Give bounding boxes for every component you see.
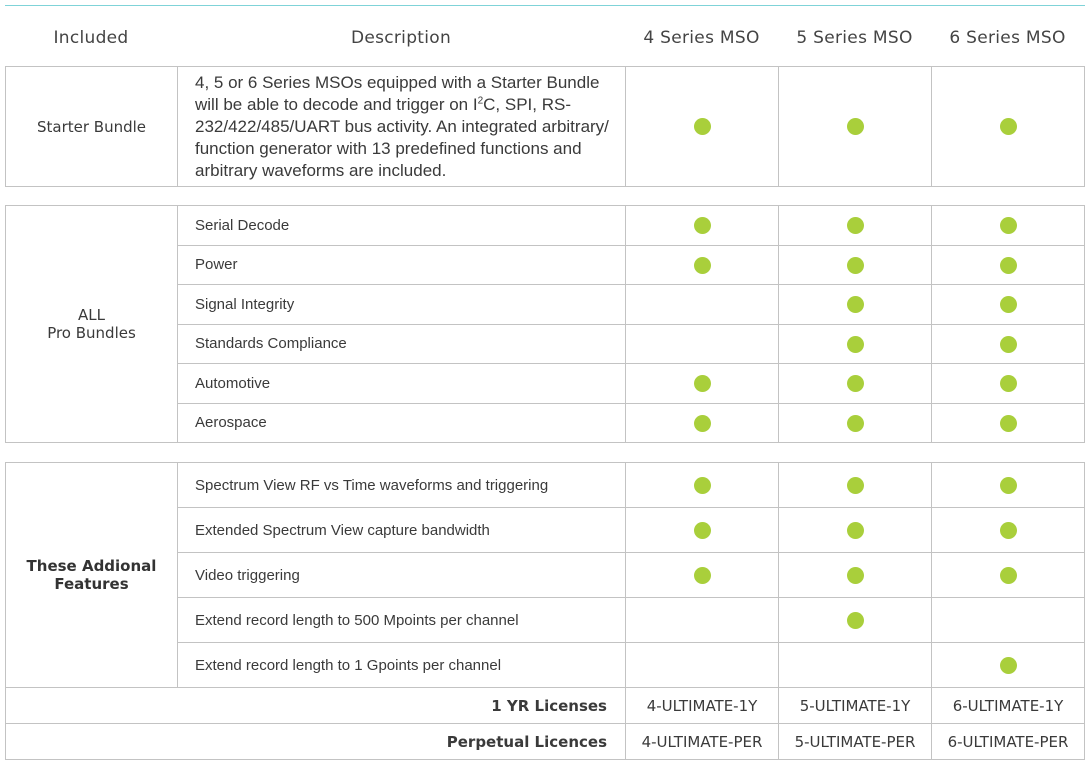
top-rule — [5, 5, 1085, 6]
table-row — [6, 206, 1085, 246]
features-label: These Addional Features — [6, 463, 178, 688]
availability-5-series — [779, 508, 932, 553]
feature-name: Extended Spectrum View capture bandwidth — [178, 508, 626, 553]
availability-6-series — [932, 364, 1085, 404]
availability-6-series — [932, 643, 1085, 688]
header-5-series: 5 Series MSO — [796, 28, 913, 48]
availability-5-series — [779, 463, 932, 508]
available-dot-icon — [1000, 257, 1017, 274]
starter-bundle-description: 4, 5 or 6 Series MSOs equipped with a Starter Bundle will be able to decode and trigger on $I^2C$, SPI, RS-232/422/485/UART bus activity. An integrated arbitrary/ function generator with 13 predefined functions and arbitrary waveforms are included. — [178, 67, 626, 187]
available-dot-icon — [847, 522, 864, 539]
license-code-5-series: 5-ULTIMATE-1Y — [779, 688, 932, 724]
availability-4-series — [626, 403, 779, 443]
availability-4-series — [626, 643, 779, 688]
license-type-label: 1 YR Licenses — [6, 688, 626, 724]
availability-4-series — [626, 245, 779, 285]
available-dot-icon — [1000, 375, 1017, 392]
availability-5-series — [779, 245, 932, 285]
license-code-4-series: 4-ULTIMATE-PER — [626, 724, 779, 760]
availability-6-series — [932, 553, 1085, 598]
available-dot-icon — [847, 567, 864, 584]
feature-name: Spectrum View RF vs Time waveforms and triggering — [178, 463, 626, 508]
availability-5-series — [779, 403, 932, 443]
feature-name: Power — [178, 245, 626, 285]
availability-4-series — [626, 67, 779, 187]
header-4-series: 4 Series MSO — [643, 28, 760, 48]
feature-name: Serial Decode — [178, 206, 626, 246]
license-code-6-series: 6-ULTIMATE-PER — [932, 724, 1085, 760]
availability-4-series — [626, 285, 779, 325]
availability-5-series — [779, 324, 932, 364]
available-dot-icon — [694, 522, 711, 539]
license-row — [6, 724, 1085, 760]
header-6-series: 6 Series MSO — [949, 28, 1066, 48]
availability-5-series — [779, 598, 932, 643]
feature-name: Standards Compliance — [178, 324, 626, 364]
license-code-4-series: 4-ULTIMATE-1Y — [626, 688, 779, 724]
license-code-6-series: 6-ULTIMATE-1Y — [932, 688, 1085, 724]
available-dot-icon — [847, 296, 864, 313]
available-dot-icon — [1000, 477, 1017, 494]
feature-name: Automotive — [178, 364, 626, 404]
available-dot-icon — [1000, 118, 1017, 135]
available-dot-icon — [694, 375, 711, 392]
availability-5-series — [779, 285, 932, 325]
header-included: Included — [53, 28, 129, 48]
available-dot-icon — [1000, 296, 1017, 313]
availability-4-series — [626, 206, 779, 246]
feature-name: Aerospace — [178, 403, 626, 443]
availability-6-series — [932, 206, 1085, 246]
table-row — [6, 463, 1085, 508]
feature-name: Extend record length to 500 Mpoints per channel — [178, 598, 626, 643]
header-description: Description — [350, 28, 452, 48]
availability-4-series — [626, 364, 779, 404]
available-dot-icon — [1000, 567, 1017, 584]
availability-6-series — [932, 508, 1085, 553]
availability-6-series — [932, 245, 1085, 285]
available-dot-icon — [847, 118, 864, 135]
available-dot-icon — [1000, 522, 1017, 539]
availability-4-series — [626, 463, 779, 508]
starter-bundle-row — [6, 67, 1085, 187]
feature-name: Signal Integrity — [178, 285, 626, 325]
availability-5-series — [779, 67, 932, 187]
availability-4-series — [626, 598, 779, 643]
pro-bundles-table — [5, 205, 1085, 443]
available-dot-icon — [1000, 336, 1017, 353]
availability-5-series — [779, 553, 932, 598]
feature-name: Video triggering — [178, 553, 626, 598]
availability-4-series — [626, 553, 779, 598]
availability-5-series — [779, 206, 932, 246]
availability-6-series — [932, 598, 1085, 643]
available-dot-icon — [847, 257, 864, 274]
available-dot-icon — [1000, 217, 1017, 234]
starter-bundle-table — [5, 66, 1085, 187]
available-dot-icon — [1000, 415, 1017, 432]
available-dot-icon — [694, 257, 711, 274]
additional-features-table — [5, 462, 1085, 760]
license-row — [6, 688, 1085, 724]
available-dot-icon — [847, 477, 864, 494]
available-dot-icon — [694, 477, 711, 494]
availability-6-series — [932, 324, 1085, 364]
available-dot-icon — [694, 415, 711, 432]
available-dot-icon — [847, 217, 864, 234]
availability-6-series — [932, 285, 1085, 325]
available-dot-icon — [694, 217, 711, 234]
available-dot-icon — [694, 118, 711, 135]
availability-4-series — [626, 508, 779, 553]
pro-label: ALL Pro Bundles — [6, 206, 178, 443]
availability-5-series — [779, 643, 932, 688]
availability-6-series — [932, 403, 1085, 443]
starter-bundle-label: Starter Bundle — [6, 67, 178, 187]
available-dot-icon — [694, 567, 711, 584]
availability-5-series — [779, 364, 932, 404]
availability-6-series — [932, 463, 1085, 508]
availability-4-series — [626, 324, 779, 364]
license-type-label: Perpetual Licences — [6, 724, 626, 760]
feature-name: Extend record length to 1 Gpoints per channel — [178, 643, 626, 688]
available-dot-icon — [847, 612, 864, 629]
available-dot-icon — [847, 415, 864, 432]
available-dot-icon — [847, 336, 864, 353]
availability-6-series — [932, 67, 1085, 187]
available-dot-icon — [1000, 657, 1017, 674]
available-dot-icon — [847, 375, 864, 392]
license-code-5-series: 5-ULTIMATE-PER — [779, 724, 932, 760]
